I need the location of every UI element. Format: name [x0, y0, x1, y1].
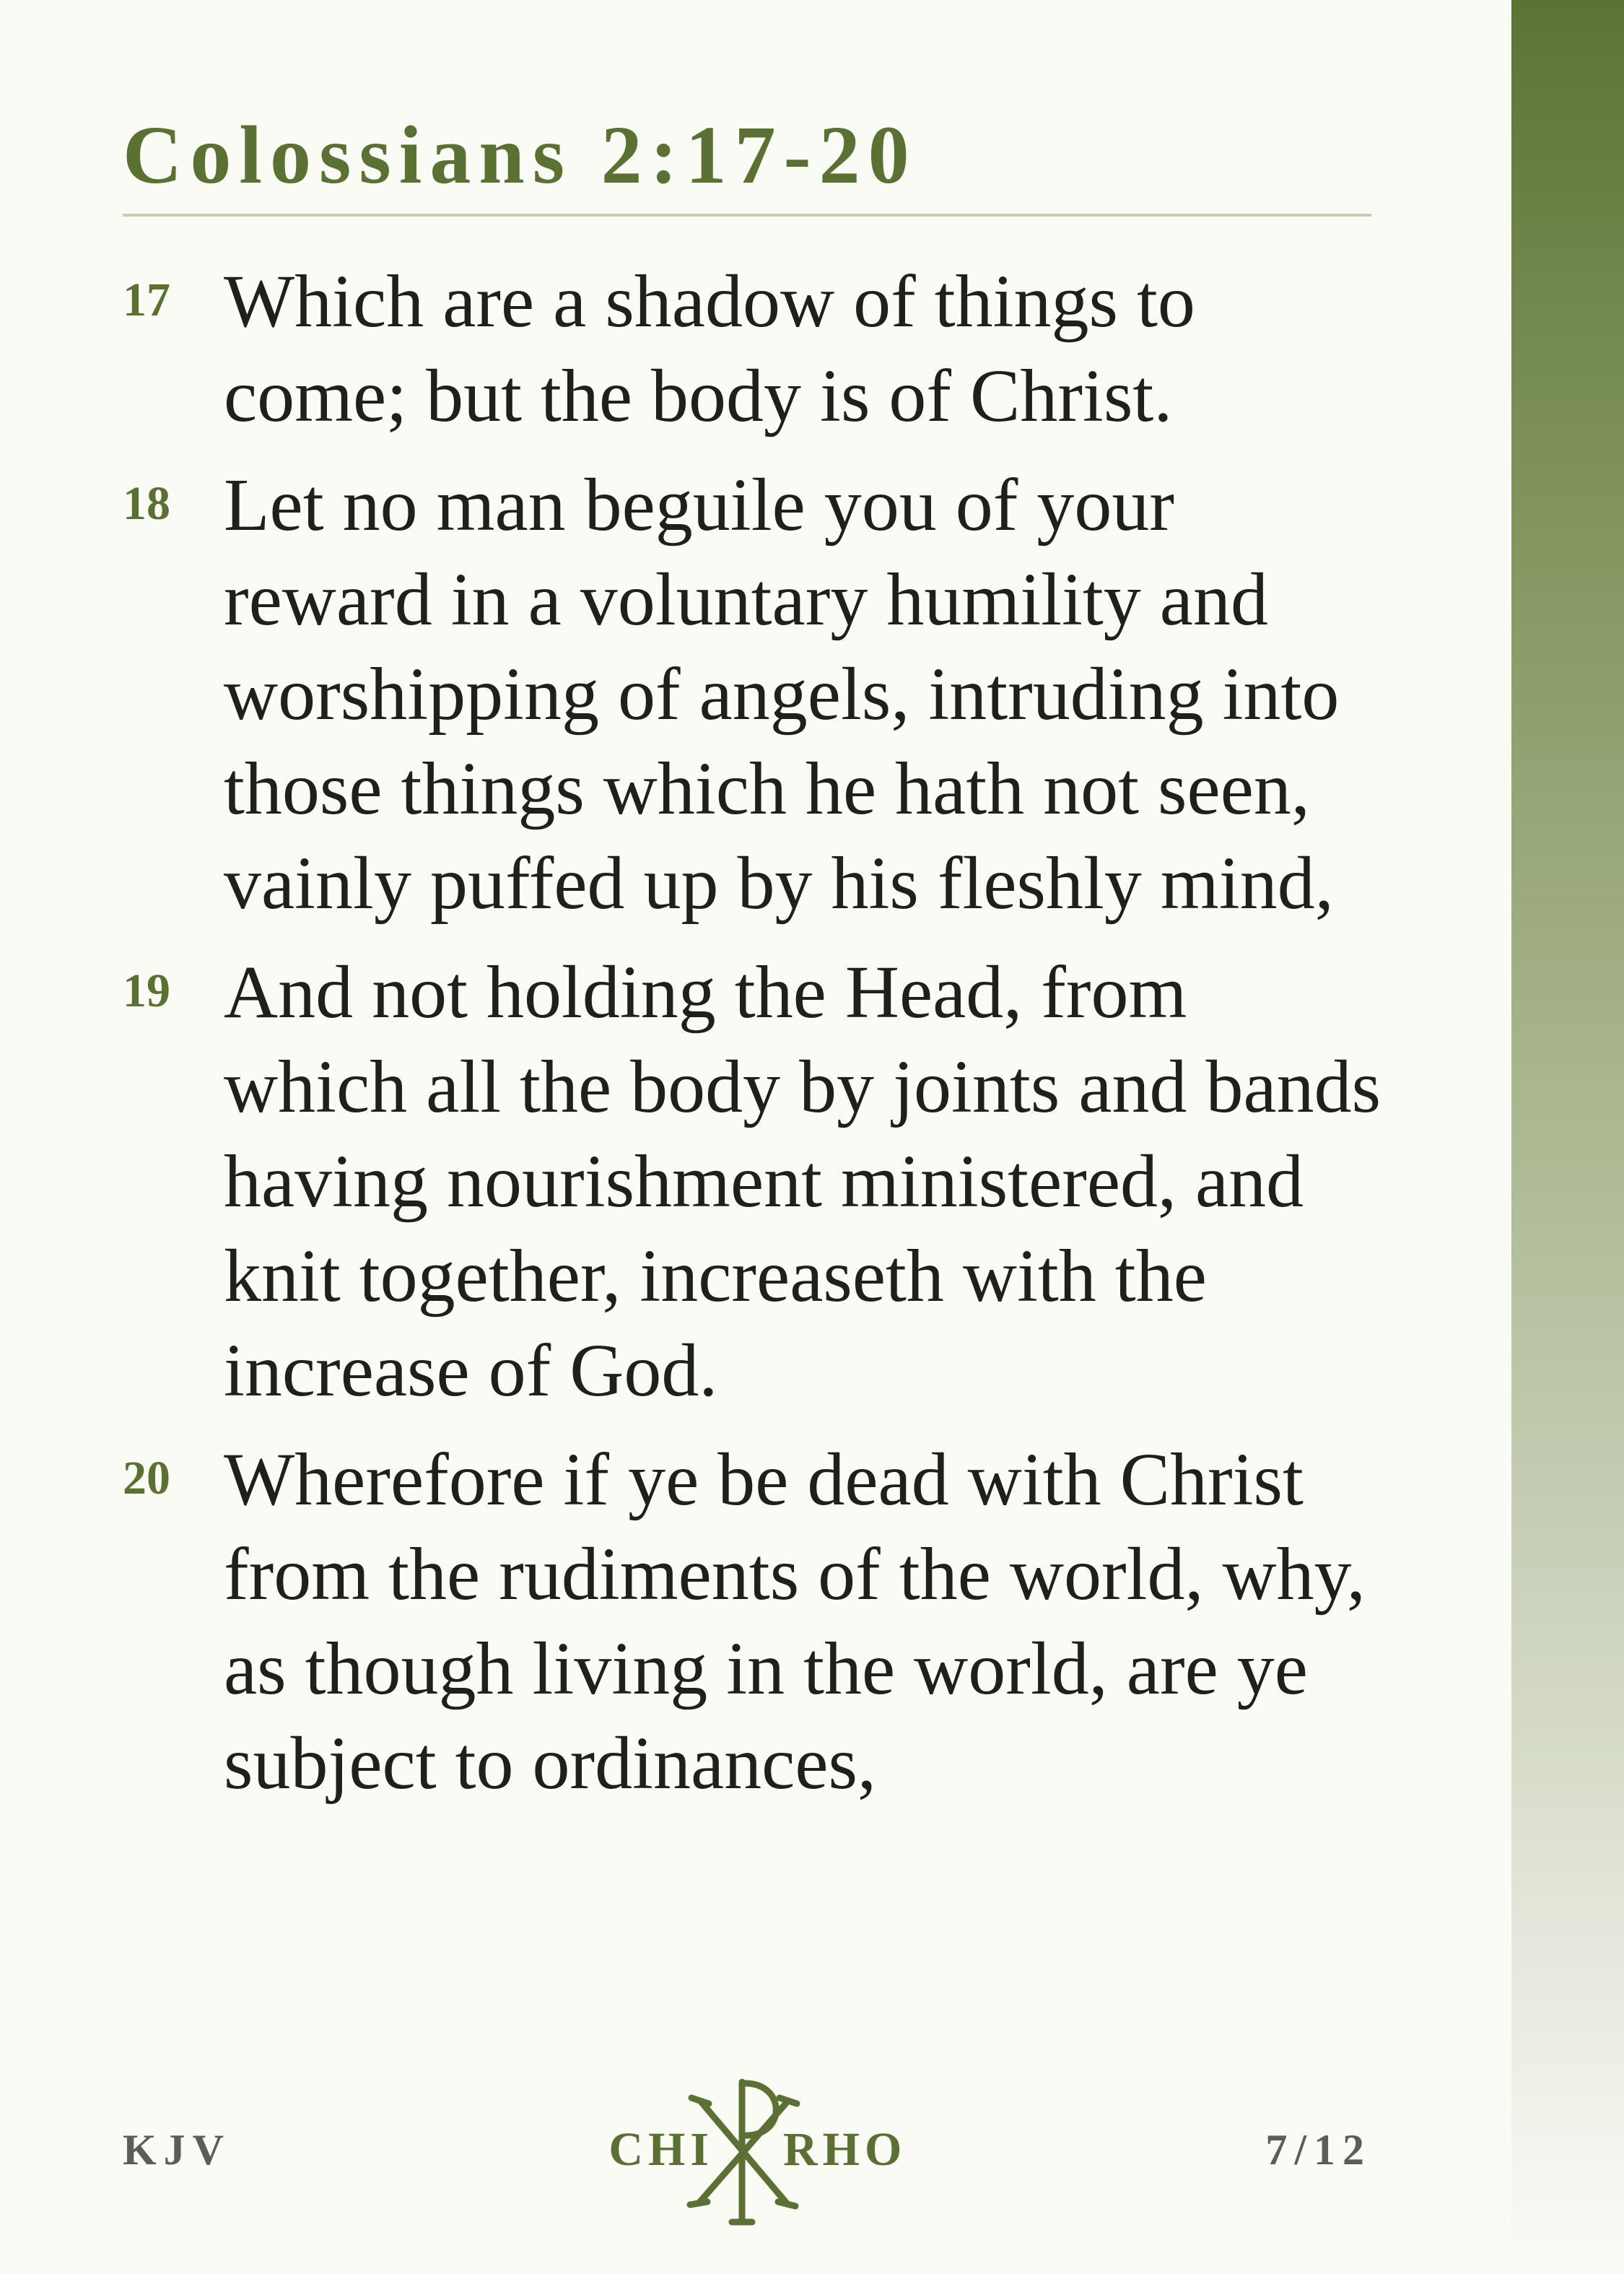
verse-18	[123, 458, 1386, 931]
title-divider	[123, 214, 1371, 217]
verse-17	[123, 254, 1386, 443]
decorative-side-band	[1511, 0, 1624, 2274]
verse-number: 20	[123, 1452, 170, 1504]
brand-text-chi: CHI	[608, 2123, 714, 2176]
verse-number: 17	[123, 274, 170, 326]
verse-number: 18	[123, 477, 170, 530]
verse-number: 19	[123, 964, 170, 1017]
verse-20	[123, 1432, 1386, 1811]
page-title: Colossians 2:17-20	[123, 109, 917, 201]
bible-version-label: KJV	[123, 2126, 231, 2174]
verse-text: Wherefore if ye be dead with Christ from the rudiments of the world, why, as though living in the world, are ye subject to ordinances,	[224, 1438, 1366, 1805]
page-indicator: 7/12	[1265, 2126, 1371, 2174]
brand-text-rho: RHO	[783, 2123, 907, 2176]
verse-text: And not holding the Head, from which all the body by joints and bands having nourishment ministered, and knit together, increaseth with the increase of God.	[224, 951, 1381, 1412]
verse-list	[123, 254, 1386, 1825]
verse-text: Which are a shadow of things to come; but the body is of Christ.	[224, 260, 1195, 437]
verse-19	[123, 945, 1386, 1418]
verse-text: Let no man beguile you of your reward in a voluntary humility and worshipping of angels, intruding into those things which he hath not seen, vainly puffed up by his fleshly mind,	[224, 463, 1340, 925]
